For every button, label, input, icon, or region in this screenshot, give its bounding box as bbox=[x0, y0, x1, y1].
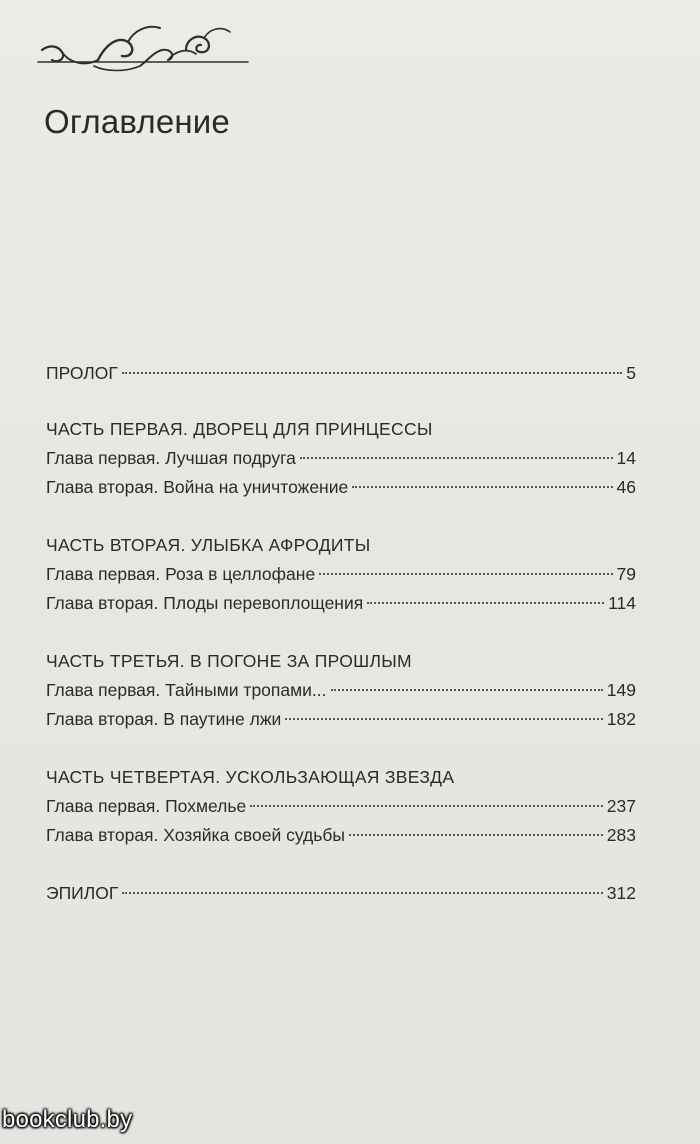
toc-entry-label: Глава первая. Похмелье bbox=[46, 796, 247, 816]
dot-leader bbox=[367, 602, 604, 604]
dot-leader bbox=[250, 805, 603, 807]
site-watermark: bookclub.by bbox=[2, 1106, 133, 1133]
dot-leader bbox=[122, 892, 602, 894]
toc-entry-label: ЭПИЛОГ bbox=[46, 883, 119, 903]
toc-entry-label: Глава вторая. В паутине лжи bbox=[46, 709, 282, 729]
part-heading: ЧАСТЬ ТРЕТЬЯ. В ПОГОНЕ ЗА ПРОШЛЫМ bbox=[46, 651, 412, 671]
dot-leader bbox=[331, 689, 603, 691]
table-of-contents bbox=[46, 359, 636, 935]
toc-entry-page: 5 bbox=[626, 363, 636, 383]
toc-entry-label: Глава вторая. Плоды перевоплощения bbox=[46, 593, 364, 613]
toc-section-part-3 bbox=[46, 647, 636, 734]
toc-section-epilogue bbox=[46, 879, 636, 908]
toc-entry-page: 312 bbox=[606, 883, 636, 903]
toc-entry bbox=[46, 821, 636, 850]
toc-entry-label: Глава первая. Роза в целлофане bbox=[46, 564, 316, 584]
toc-entry-label: Глава вторая. Война на уничтожение bbox=[46, 477, 349, 497]
toc-entry-label: Глава вторая. Хозяйка своей судьбы bbox=[46, 825, 345, 845]
toc-entry-page: 283 bbox=[606, 825, 636, 845]
toc-entry-page: 149 bbox=[606, 680, 636, 700]
toc-entry bbox=[46, 560, 636, 589]
toc-entry-page: 46 bbox=[616, 477, 636, 497]
toc-entry-page: 114 bbox=[608, 593, 636, 613]
toc-entry-page: 79 bbox=[616, 564, 636, 584]
flourish-ornament-icon bbox=[36, 20, 250, 78]
part-heading: ЧАСТЬ ВТОРАЯ. УЛЫБКА АФРОДИТЫ bbox=[46, 535, 371, 555]
toc-entry bbox=[46, 359, 636, 388]
toc-entry-page: 14 bbox=[616, 448, 636, 468]
toc-entry-page: 237 bbox=[606, 796, 636, 816]
toc-section-part-2 bbox=[46, 531, 636, 618]
toc-section-part-1 bbox=[46, 415, 636, 502]
toc-section-part-4 bbox=[46, 763, 636, 850]
dot-leader bbox=[300, 457, 613, 459]
toc-section-prologue bbox=[46, 359, 636, 388]
dot-leader bbox=[352, 486, 612, 488]
part-heading: ЧАСТЬ ЧЕТВЕРТАЯ. УСКОЛЬЗАЮЩАЯ ЗВЕЗДА bbox=[46, 767, 455, 787]
toc-entry-page: 182 bbox=[606, 709, 636, 729]
toc-entry bbox=[46, 792, 636, 821]
toc-entry bbox=[46, 676, 636, 705]
part-heading: ЧАСТЬ ПЕРВАЯ. ДВОРЕЦ ДЛЯ ПРИНЦЕССЫ bbox=[46, 419, 433, 439]
dot-leader bbox=[349, 834, 603, 836]
toc-entry bbox=[46, 879, 636, 908]
toc-entry bbox=[46, 705, 636, 734]
dot-leader bbox=[285, 718, 602, 720]
dot-leader bbox=[122, 372, 622, 374]
toc-entry-label: Глава первая. Лучшая подруга bbox=[46, 448, 296, 468]
dot-leader bbox=[319, 573, 612, 575]
page-title: Оглавление bbox=[44, 103, 230, 140]
toc-entry bbox=[46, 444, 636, 473]
toc-entry bbox=[46, 473, 636, 502]
toc-entry bbox=[46, 589, 636, 618]
toc-entry-label: Глава первая. Тайными тропами... bbox=[46, 680, 327, 700]
toc-entry-label: ПРОЛОГ bbox=[46, 363, 118, 383]
